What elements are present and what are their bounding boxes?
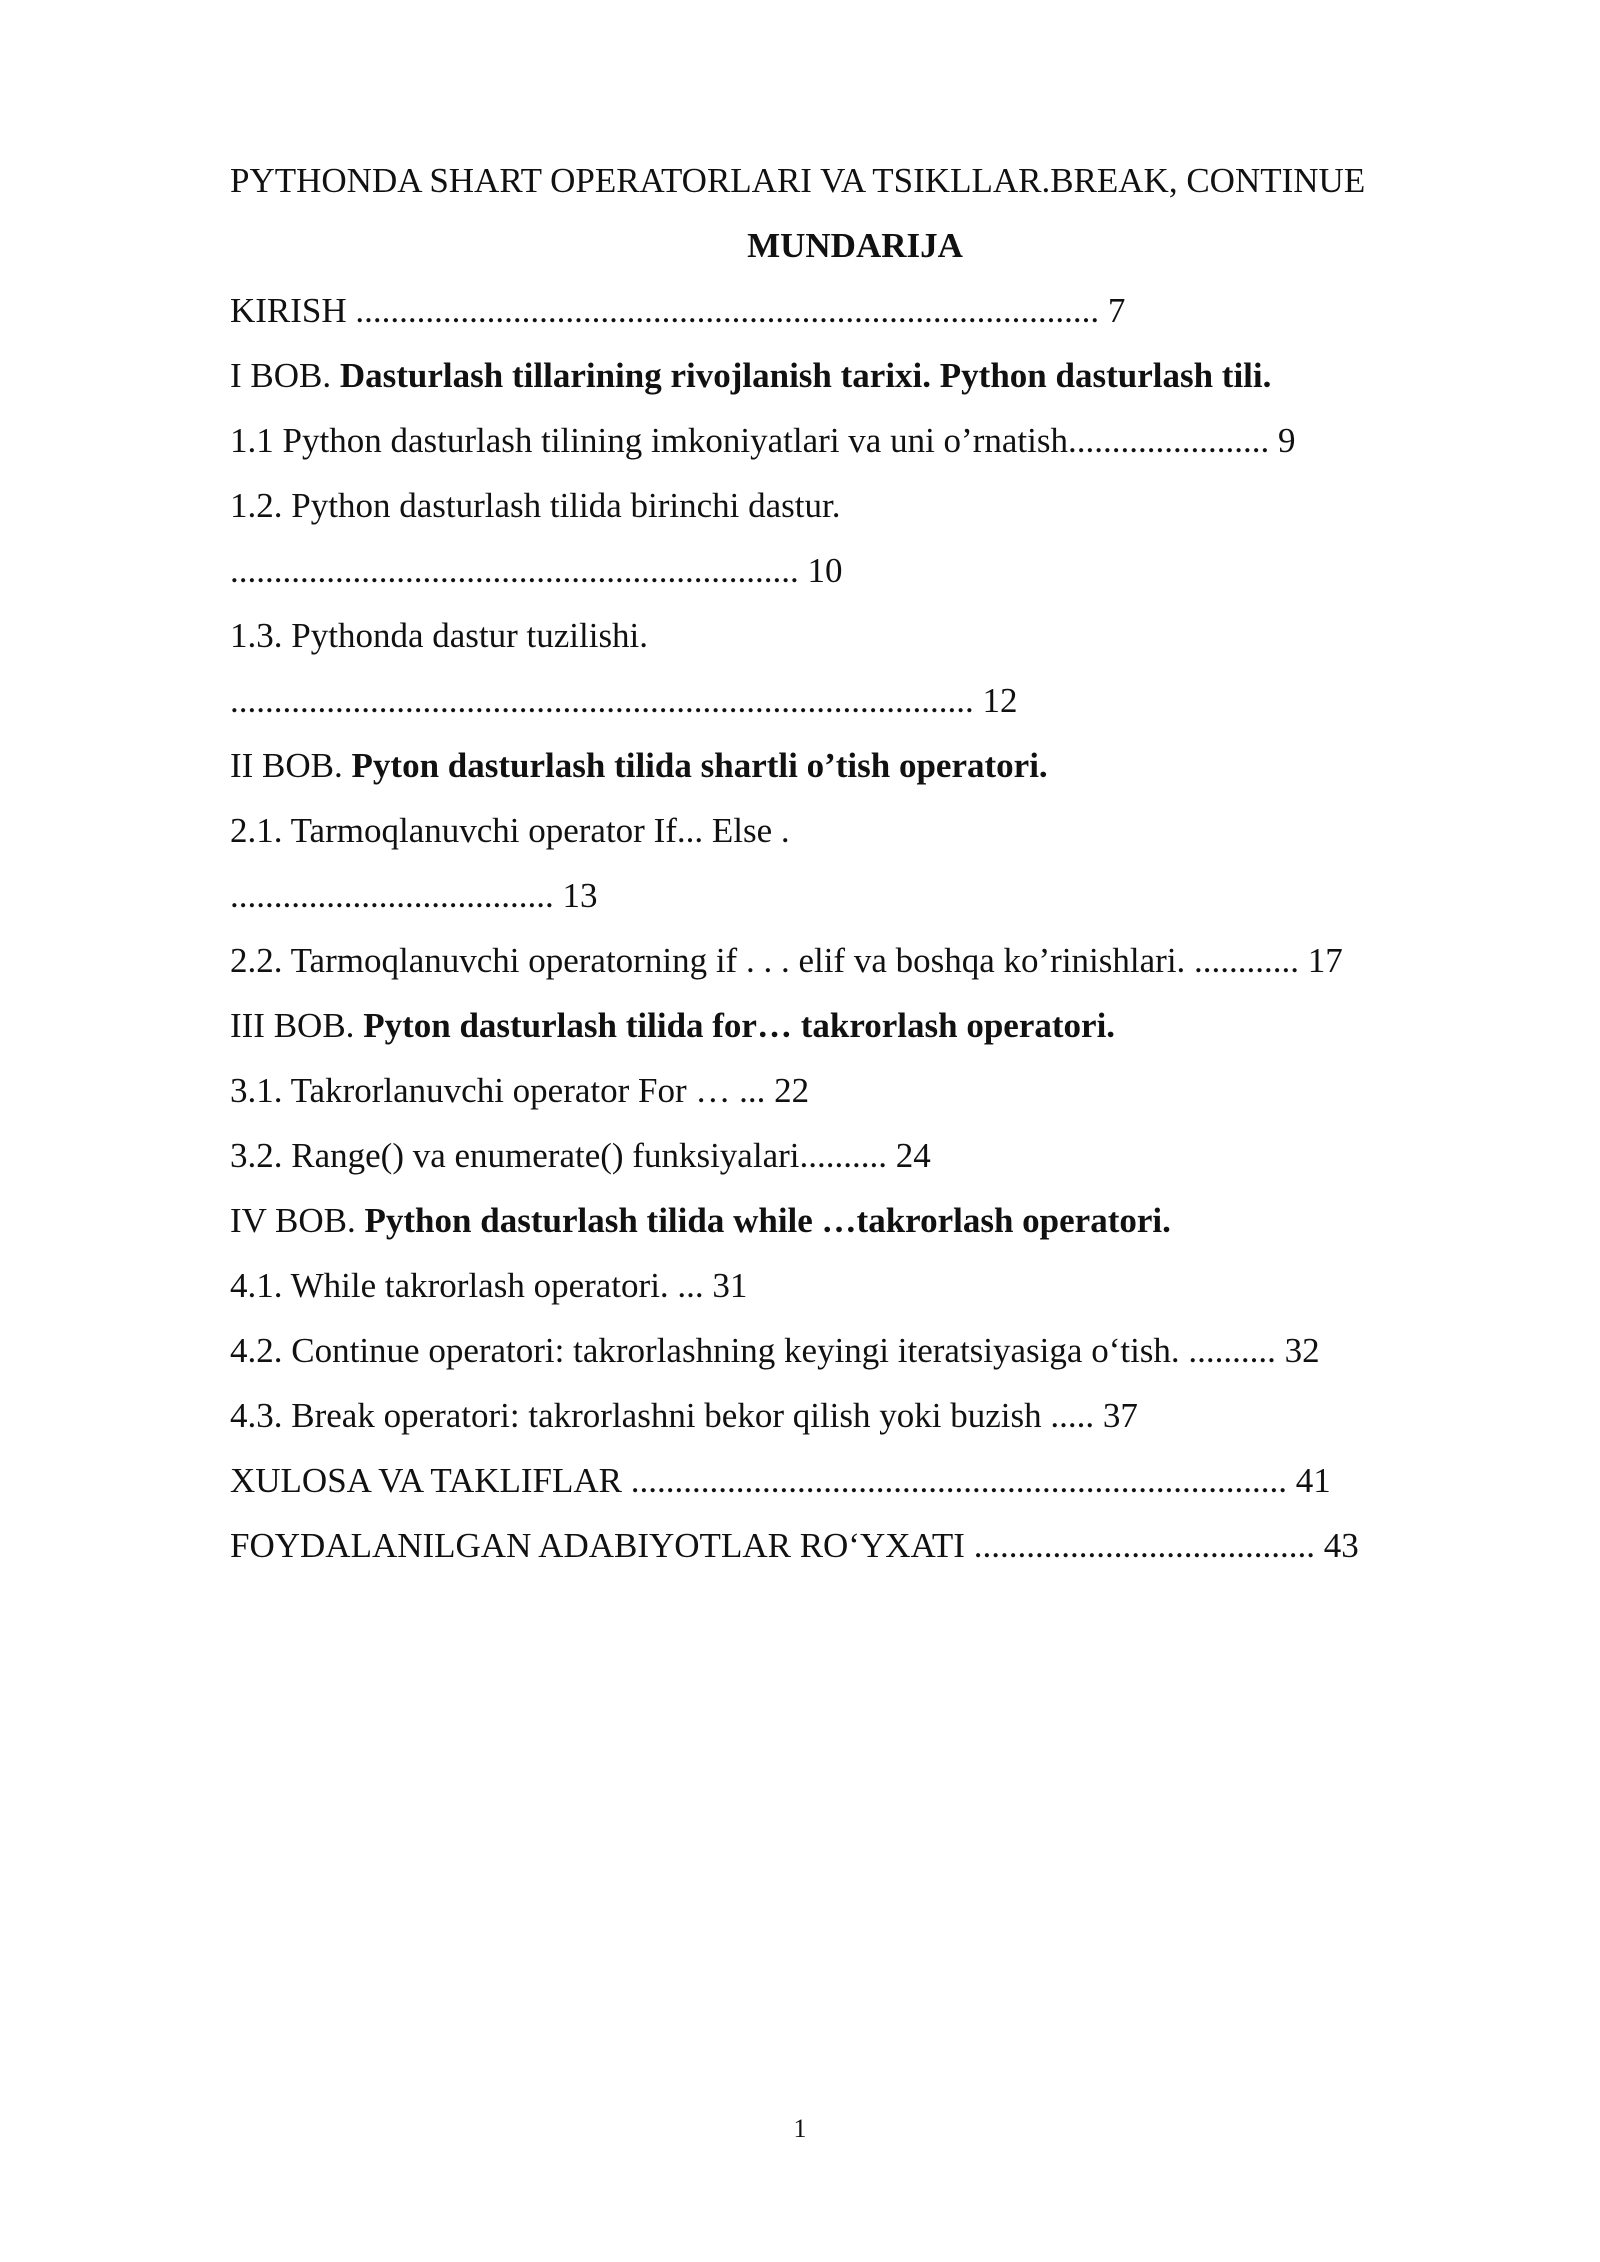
toc-entry-4-3: 4.3. Break operatori: takrorlashni bekor qilish yoki buzish ..... 37: [230, 1396, 1138, 1435]
toc-chapter-2-prefix: II BOB.: [230, 746, 352, 785]
toc-chapter-2-title: Pyton dasturlash tilida shartli o’tish operatori.: [351, 746, 1048, 785]
toc-entry-2-1: 2.1. Tarmoqlanuvchi operator If... Else .: [230, 811, 790, 850]
toc-chapter-1-prefix: I BOB.: [230, 356, 340, 395]
toc-entry-3-2: 3.2. Range() va enumerate() funksiyalari.......... 24: [230, 1136, 931, 1175]
toc-entry-4-1: 4.1. While takrorlash operatori. ... 31: [230, 1266, 748, 1305]
toc-entry-1-3: 1.3. Pythonda dastur tuzilishi.: [230, 616, 649, 655]
toc-chapter-3-title: Pyton dasturlash tilida for… takrorlash operatori.: [363, 1006, 1116, 1045]
toc-chapter-4-prefix: IV BOB.: [230, 1201, 365, 1240]
toc-chapter-1-title: Dasturlash tillarining rivojlanish tarixi. Python dasturlash tili.: [339, 356, 1272, 395]
toc-chapter-1: [230, 343, 1480, 408]
toc-entry-2-1-leader: ..................................... 13: [230, 876, 598, 915]
toc-entry-1-3-leader: ..................................................................................... 12: [230, 681, 1018, 720]
document-title: PYTHONDA SHART OPERATORLARI VA TSIKLLAR.BREAK, CONTINUE: [230, 161, 1366, 200]
toc-entry-1-2-leader: ................................................................. 10: [230, 551, 843, 590]
toc-heading: MUNDARIJA: [747, 226, 963, 265]
toc-entry-3-1: 3.1. Takrorlanuvchi operator For … ... 22: [230, 1071, 810, 1110]
toc-entry-1-2: 1.2. Python dasturlash tilida birinchi dastur.: [230, 486, 841, 525]
toc-chapter-3: [230, 993, 1480, 1058]
page-number: 1: [793, 2114, 807, 2143]
toc-chapter-2: [230, 733, 1480, 798]
toc-chapter-4: [230, 1188, 1480, 1253]
document-content: [230, 148, 1480, 1578]
toc-entry-1-1: 1.1 Python dasturlash tilining imkoniyatlari va uni o’rnatish....................... 9: [230, 421, 1296, 460]
toc-entry-xulosa: XULOSA VA TAKLIFLAR ........................................................................... 41: [230, 1461, 1331, 1500]
toc-entry-adabiyotlar: FOYDALANILGAN ADABIYOTLAR RO‘YXATI ....................................... 43: [230, 1526, 1359, 1565]
toc-entry-2-2: 2.2. Tarmoqlanuvchi operatorning if . . . elif va boshqa ko’rinishlari. ............ 17: [230, 941, 1343, 980]
toc-chapter-4-title: Python dasturlash tilida while …takrorlash operatori.: [364, 1201, 1171, 1240]
toc-chapter-3-prefix: III BOB.: [230, 1006, 364, 1045]
toc-entry-kirish: KIRISH ..................................................................................... 7: [230, 291, 1126, 330]
toc-entry-4-2: 4.2. Continue operatori: takrorlashning keyingi iteratsiyasiga o‘tish. .......... 32: [230, 1331, 1320, 1370]
